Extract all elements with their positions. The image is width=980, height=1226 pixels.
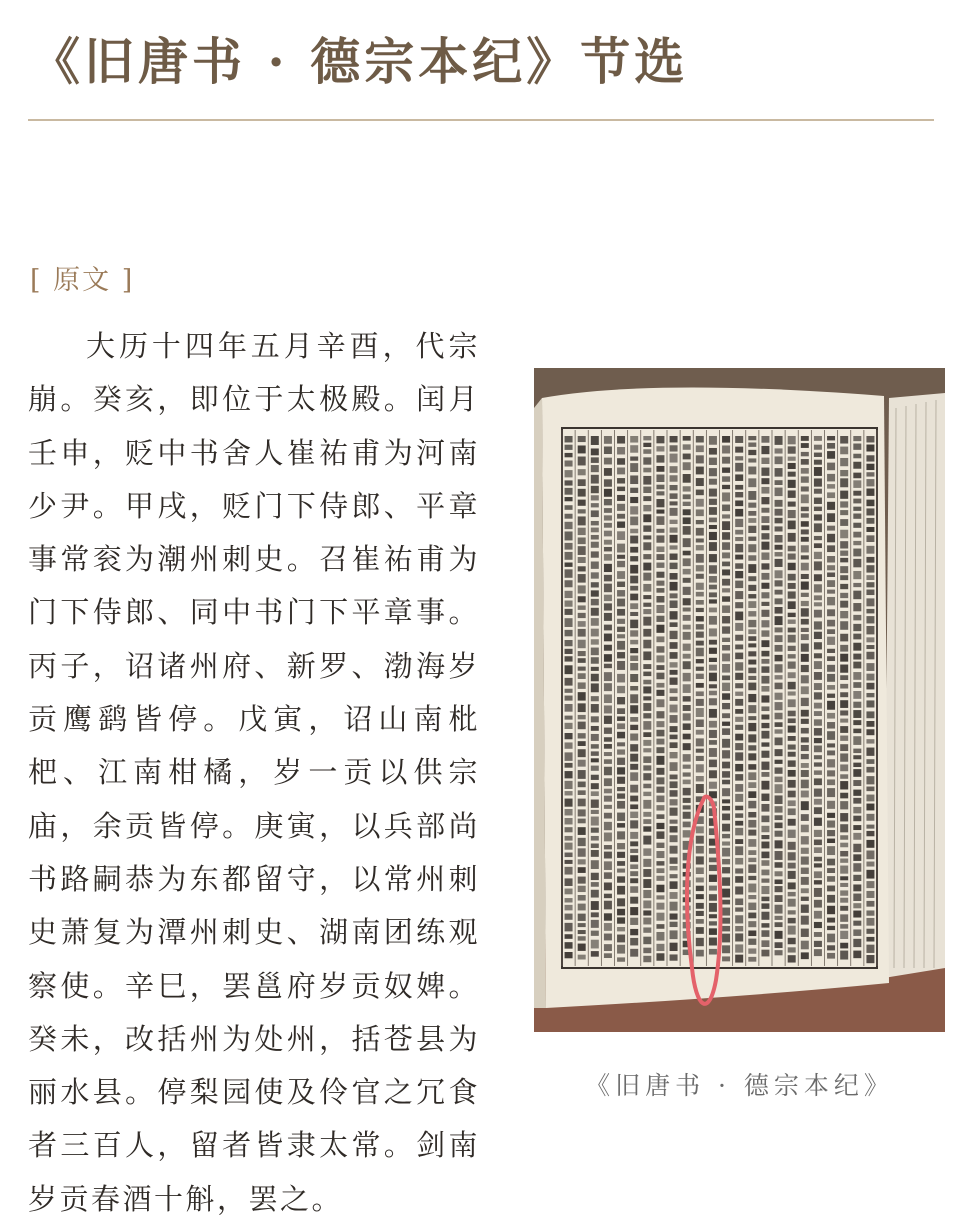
original-text-paragraph: 大历十四年五月辛酉，代宗崩。癸亥，即位于太极殿。闰月壬申，贬中书舍人崔祐甫为河南少尹。甲戌，贬门下侍郎、平章事常衮为潮州刺史。召崔祐甫为门下侍郎、同中书门下平章事。丙子，诏诸州府、新罗、渤海岁贡鹰鹞皆停。戊寅，诏山南枇杷、江南柑橘，岁一贡以供宗庙，余贡皆停。庚寅，以兵部尚书路嗣恭为东都留守，以常州刺史萧复为潭州刺史、湖南团练观察使。辛巳，罢邕府岁贡奴婢。癸未，改括州为处州，括苍县为丽水县。停梨园使及伶官之冗食者三百人，留者皆隶太常。剑南岁贡春酒十斛，罢之。 bbox=[28, 329, 480, 1216]
title-divider bbox=[28, 119, 934, 121]
book-page-photo bbox=[534, 368, 945, 1032]
figure-caption: 《旧唐书 · 德宗本纪》 bbox=[585, 1071, 894, 1100]
page-title: 《旧唐书 · 德宗本纪》节选 bbox=[30, 32, 689, 91]
book-page-illustration bbox=[534, 368, 945, 1032]
section-label-original-text: [ 原文 ] bbox=[30, 265, 135, 296]
